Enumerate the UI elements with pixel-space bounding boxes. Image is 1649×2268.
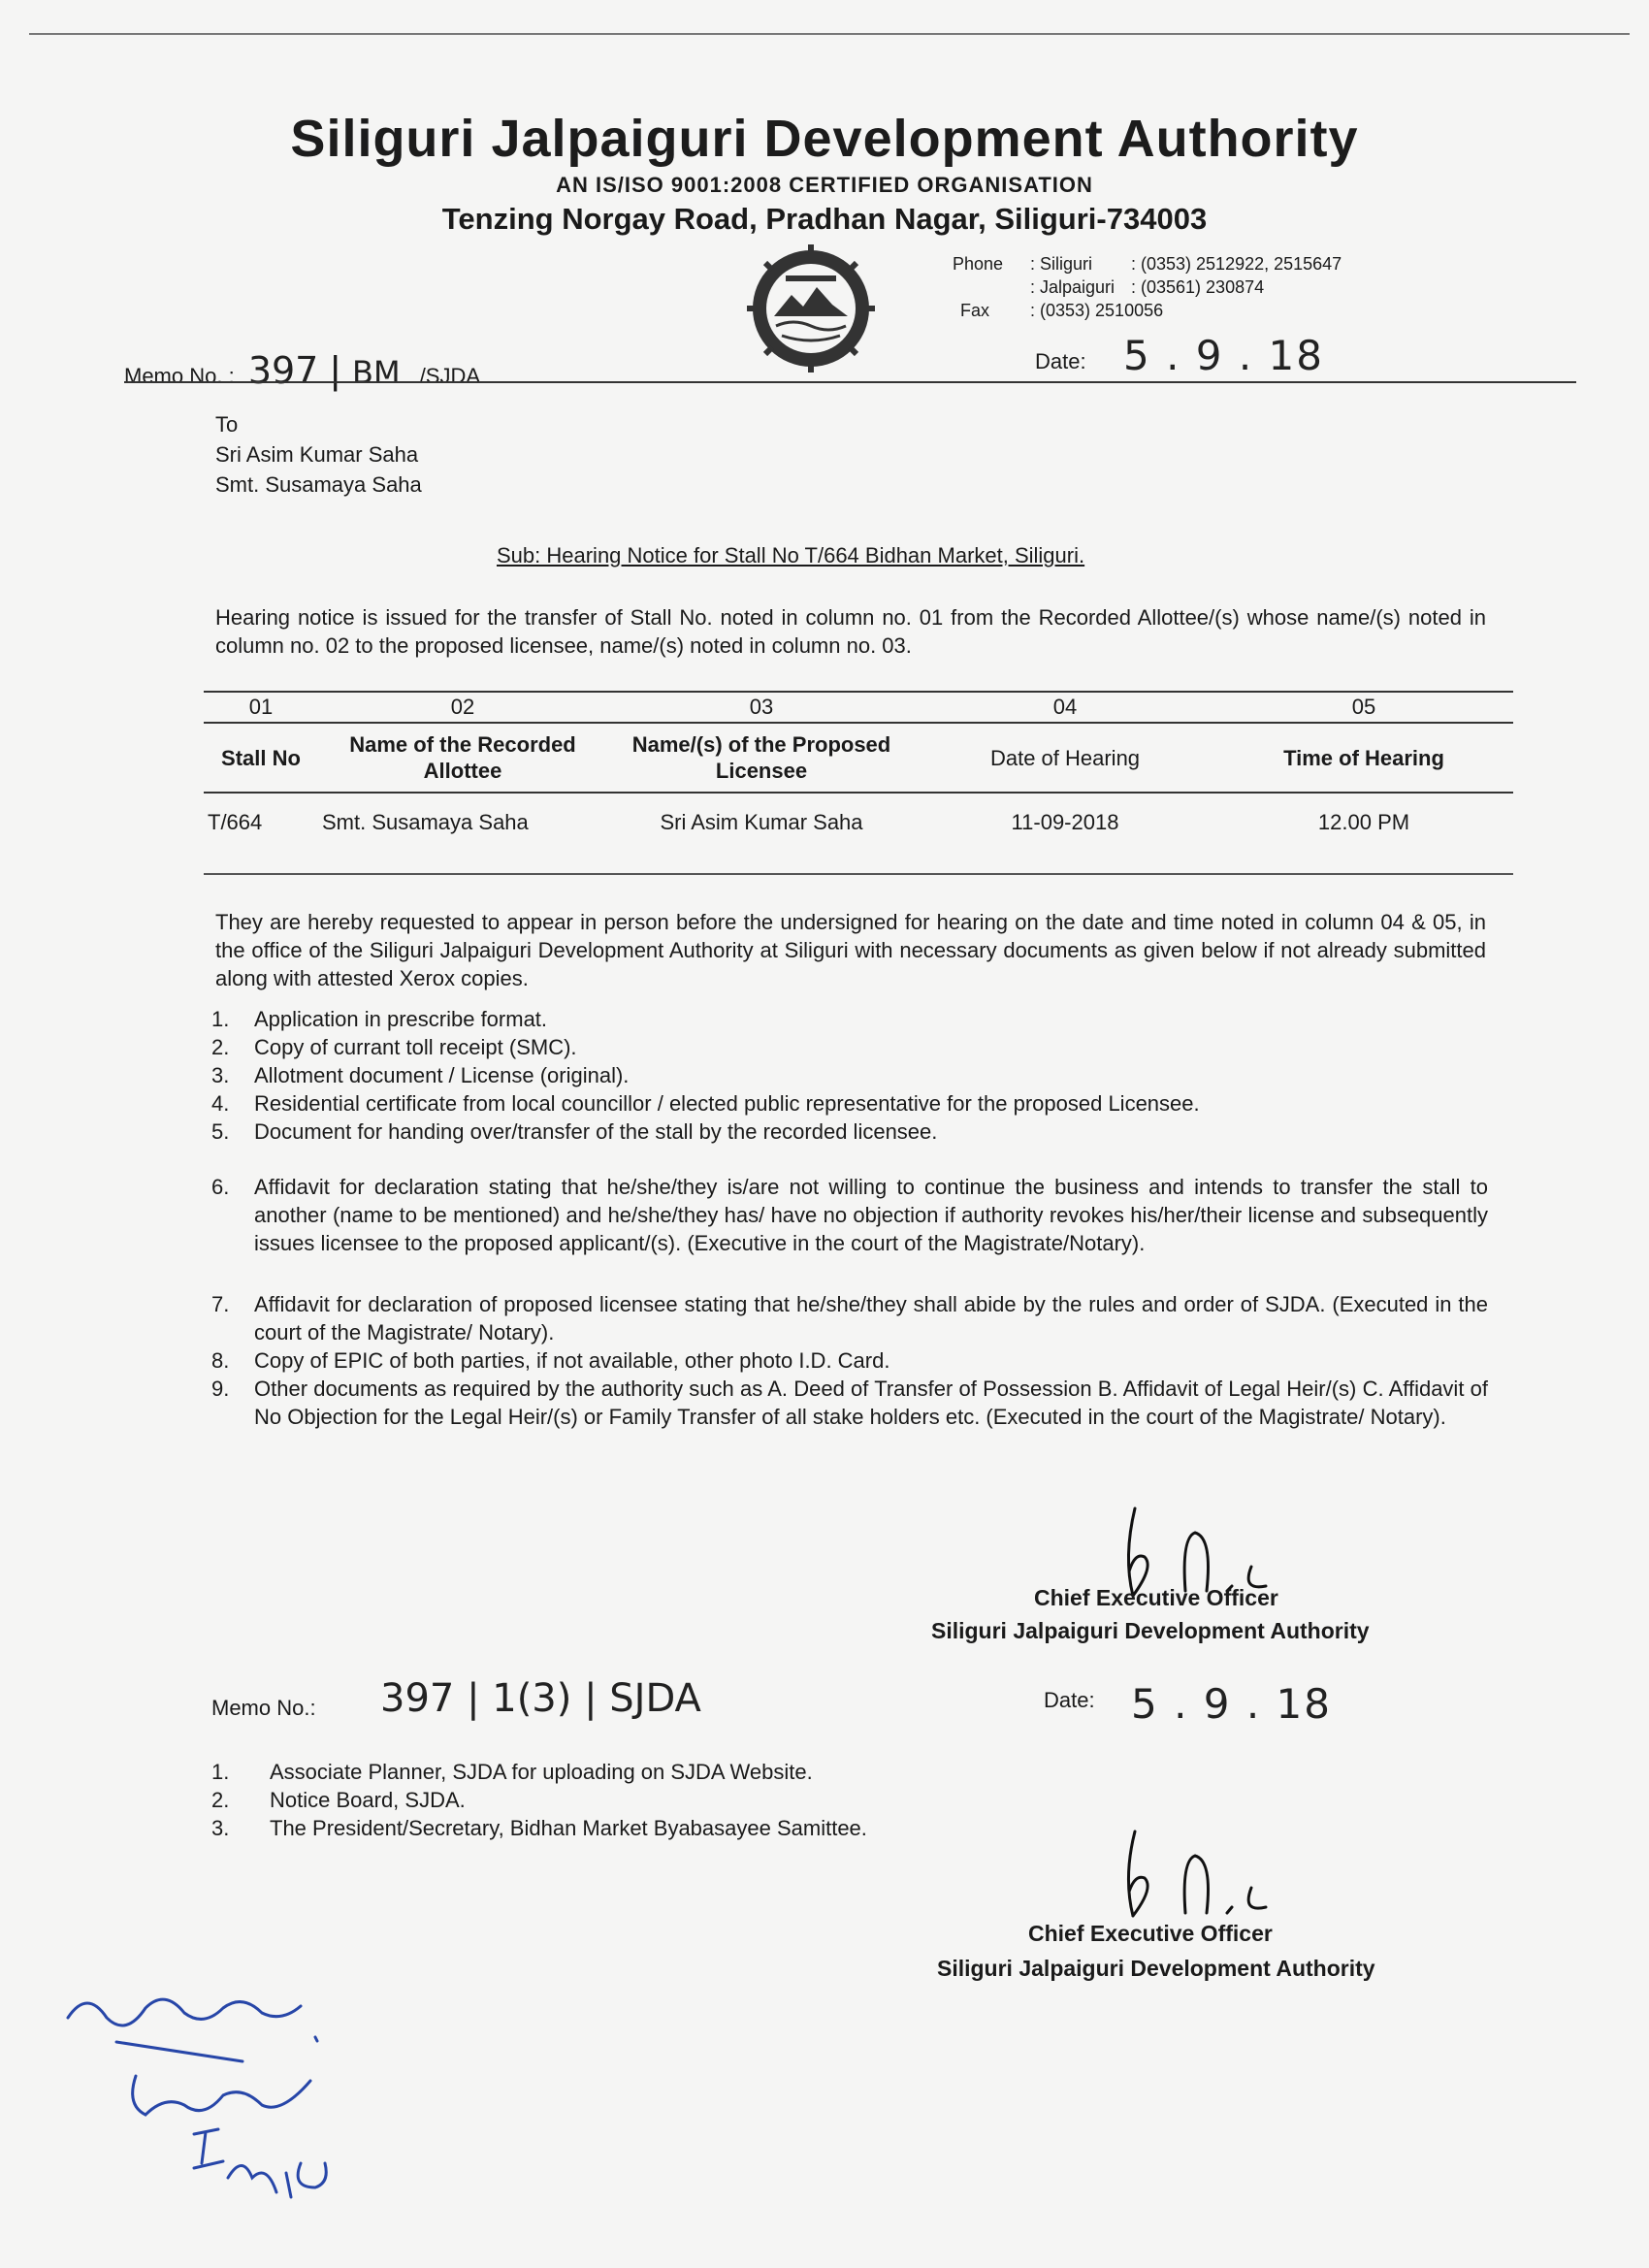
table-row [204,793,1513,852]
phone-label: Phone [953,254,1004,274]
col-number: 02 [318,692,607,723]
fax-number: : (0353) 2510056 [1030,301,1164,320]
top-rule [29,33,1630,35]
hearing-time-cell: 12.00 PM [1317,810,1410,834]
col-number: 03 [607,692,916,723]
memo-label: Memo No. : [124,364,235,388]
phone-jalpaiguri: : (03561) 230874 [1131,277,1265,297]
list-item: 1. Application in prescribe format. [211,1007,548,1031]
column-header: Time of Hearing [1214,723,1513,793]
list-item: 3. Allotment document / License (original). [211,1063,630,1087]
column-header: Name/(s) of the Proposed Licensee [607,723,916,793]
memo-number: 397 [247,349,319,392]
table-header-row [204,723,1513,793]
phone-siliguri: : (0353) 2512922, 2515647 [1131,254,1342,274]
to-label: To [215,412,239,437]
list-item: 2. Copy of currant toll receipt (SMC). [211,1035,577,1059]
column-header: Stall No [204,723,318,793]
col-number: 05 [1214,692,1513,723]
memo-date: 5 . 9 . 18 [1123,332,1324,379]
org-title: Siliguri Jalpaiguri Development Authority [290,110,1359,168]
recipient-line-1: Sri Asim Kumar Saha [215,442,419,467]
documents-list [211,1005,1488,1431]
hearing-date-cell: 11-09-2018 [1011,810,1119,834]
recipient-line-2: Smt. Susamaya Saha [215,472,422,497]
signature2-designation: Chief Executive Officer [1028,1921,1273,1946]
signature2-org: Siliguri Jalpaiguri Development Authority [937,1956,1375,1981]
table-end-rule [204,873,1513,875]
phone-siliguri-city: : Siliguri [1030,254,1093,274]
col-number: 01 [204,692,318,723]
col-number: 04 [916,692,1214,723]
memo-row: Memo No. : 397 | BM /SJDA [124,349,481,392]
memo2-date: 5 . 9 . 18 [1131,1680,1332,1728]
stall-no-cell: T/664 [208,810,263,834]
memo2-number: 397 | 1(3) | SJDA [380,1676,701,1721]
memo-rule [124,381,1576,383]
recipient-block [215,409,422,500]
list-item: 9. Other documents as required by the authority such as A. Deed of Transfer of Possession B. Affidavit of Legal Heir/(s) C. Affidavit of No Objection for the Legal Heir/(s) or Family Transfer of all stake holders etc. (Executed in the court of the Magistrate/ Notary). [211,1377,1488,1429]
intro-paragraph: Hearing notice is issued for the transfer of Stall No. noted in column no. 01 from the Recorded Allottee/(s) whose name/(s) noted in column no. 02 to the proposed licensee, name/(s) noted in column no. 03. [215,605,1486,658]
column-number-row [204,692,1513,723]
list-item: 3. The President/Secretary, Bidhan Market Byabasayee Samittee. [211,1816,867,1840]
signature-mark [1106,1824,1300,1930]
list-item: 6. Affidavit for declaration stating that he/she/they is/are not willing to continue the business and intends to transfer the stall to another (name to be mentioned) and he/she/they has/ have no objection if authority revokes his/her/their license and subsequently issues licensee to the proposed applicant/(s). (Executive in the court of the Magistrate/Notary). [211,1175,1488,1255]
list-item: 1. Associate Planner, SJDA for uploading on SJDA Website. [211,1760,813,1784]
fax-label: Fax [959,301,989,320]
licensee-cell: Sri Asim Kumar Saha [660,810,863,834]
contact-block [953,252,1342,322]
allottee-cell: Smt. Susamaya Saha [322,810,529,834]
signature1-org: Siliguri Jalpaiguri Development Authority [931,1618,1370,1643]
column-header: Date of Hearing [916,723,1214,793]
handwritten-note [48,1969,398,2212]
memo-suffix: /SJDA [419,364,481,388]
memo2-label: Memo No.: [211,1696,316,1720]
signature1-designation: Chief Executive Officer [1034,1585,1278,1610]
subject-line: Sub: Hearing Notice for Stall No T/664 Bidhan Market, Siliguri. [497,543,1085,567]
list-item: 4. Residential certificate from local councillor / elected public representative for the proposed Licensee. [211,1091,1200,1116]
request-paragraph: They are hereby requested to appear in person before the undersigned for hearing on the date and time noted in column 04 & 05, in the office of the Siliguri Jalpaiguri Development Authority at Siliguri with necessary documents as given below if not already submitted along with attested Xerox copies. [215,910,1486,990]
phone-jalpaiguri-city: : Jalpaiguri [1030,277,1116,297]
column-header: Name of the Recorded Allottee [318,723,607,793]
hearing-table [204,691,1513,852]
memo-dept: BM [352,354,401,391]
certification-line: AN IS/ISO 9001:2008 CERTIFIED ORGANISATION [556,173,1093,197]
date-label: Date: [1035,349,1086,373]
list-item: 7. Affidavit for declaration of proposed licensee stating that he/she/they shall abide by the rules and order of SJDA. (Executed in the court of the Magistrate/ Notary). [211,1292,1488,1345]
list-item: 5. Document for handing over/transfer of the stall by the recorded licensee. [211,1119,938,1144]
list-item: 2. Notice Board, SJDA. [211,1788,466,1812]
list-item: 8. Copy of EPIC of both parties, if not available, other photo I.D. Card. [211,1348,890,1373]
org-address: Tenzing Norgay Road, Pradhan Nagar, Siliguri-734003 [441,202,1208,236]
memo2-date-label: Date: [1044,1688,1095,1712]
